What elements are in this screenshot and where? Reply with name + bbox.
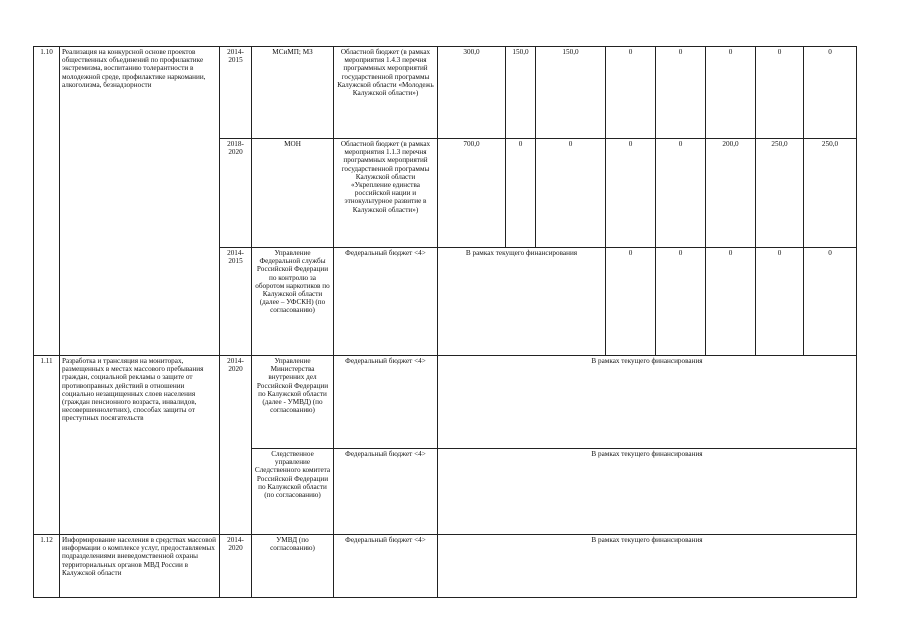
source-cell: Областной бюджет (в рамках мероприятия 1.4.3 перечня программных мероприятий государственной программы Калужской области «Молодежь Калужской области») [334, 47, 438, 139]
value-cell: 0 [756, 248, 804, 356]
value-cell: 250,0 [804, 139, 857, 248]
executor-cell: Управление Министерства внутренних дел Российской Федерации по Калужской области (далее - УМВД) (по согласованию) [252, 356, 334, 449]
value-cell: 0 [606, 139, 656, 248]
value-cell: 0 [536, 139, 606, 248]
activity-name: Реализация на конкурсной основе проектов общественных объединений по профилактике экстремизма, воспитанию толерантности в молодежной среде, профилактике наркомании, алкоголизма, безнадзорности [60, 47, 220, 356]
source-cell: Областной бюджет (в рамках мероприятия 1.1.3 перечня программных мероприятий государственной программы Калужской области «Укрепление единства российской нации и этнокультурное развитие в Калужской области») [334, 139, 438, 248]
value-cell: 200,0 [706, 139, 756, 248]
program-table [33, 46, 857, 598]
row-number: 1.12 [34, 535, 60, 598]
value-cell: 0 [606, 47, 656, 139]
value-cell: 150,0 [536, 47, 606, 139]
source-cell: Федеральный бюджет <4> [334, 356, 438, 449]
years-cell: 2014-2020 [220, 356, 252, 535]
value-cell: 300,0 [438, 47, 506, 139]
value-cell: 150,0 [506, 47, 536, 139]
funding-note: В рамках текущего финансирования [438, 248, 606, 356]
document-page [33, 46, 857, 598]
value-cell: 0 [804, 248, 857, 356]
value-cell: 0 [506, 139, 536, 248]
table-row [34, 535, 857, 598]
table-row [34, 356, 857, 449]
source-cell: Федеральный бюджет <4> [334, 535, 438, 598]
years-cell: 2014-2020 [220, 535, 252, 598]
funding-note: В рамках текущего финансирования [438, 356, 857, 449]
row-number: 1.10 [34, 47, 60, 356]
activity-name: Разработка и трансляция на мониторах, размещенных в местах массового пребывания граждан, социальной рекламы о защите от противоправных действий в отношении социально незащищенных слоев населения (граждан пенсионного возраста, инвалидов, несовершеннолетних), способах защиты от преступных посягательств [60, 356, 220, 535]
value-cell: 0 [606, 248, 656, 356]
executor-cell: Следственное управление Следственного комитета Российской Федерации по Калужской области (по согласованию) [252, 449, 334, 535]
row-number: 1.11 [34, 356, 60, 535]
executor-cell: МСиМП; МЗ [252, 47, 334, 139]
funding-note: В рамках текущего финансирования [438, 449, 857, 535]
years-cell: 2014-2015 [220, 47, 252, 139]
activity-name: Информирование населения в средствах массовой информации о комплексе услуг, предоставляемых подразделениями вневедомственной охраны территориальных органов МВД России в Калужской области [60, 535, 220, 598]
source-cell: Федеральный бюджет <4> [334, 248, 438, 356]
source-cell: Федеральный бюджет <4> [334, 449, 438, 535]
value-cell: 0 [706, 248, 756, 356]
executor-cell: МОН [252, 139, 334, 248]
value-cell: 250,0 [756, 139, 804, 248]
executor-cell: УМВД (по согласованию) [252, 535, 334, 598]
years-cell: 2014-2015 [220, 248, 252, 356]
value-cell: 0 [804, 47, 857, 139]
value-cell: 0 [706, 47, 756, 139]
executor-cell: Управление Федеральной службы Российской Федерации по контролю за оборотом наркотиков по Калужской области (далее – УФСКН) (по согласованию) [252, 248, 334, 356]
value-cell: 0 [756, 47, 804, 139]
value-cell: 0 [656, 47, 706, 139]
value-cell: 700,0 [438, 139, 506, 248]
value-cell: 0 [656, 248, 706, 356]
value-cell: 0 [656, 139, 706, 248]
table-row [34, 47, 857, 139]
years-cell: 2018-2020 [220, 139, 252, 248]
funding-note: В рамках текущего финансирования [438, 535, 857, 598]
